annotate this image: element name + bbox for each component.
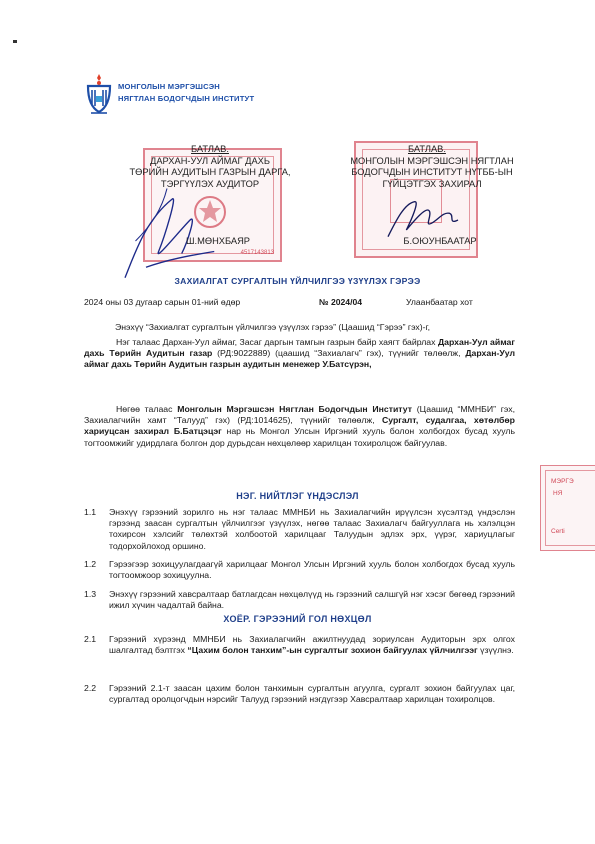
intro-paragraph-3	[84, 404, 515, 449]
item-1-2-number: 1.2	[84, 559, 97, 569]
left-approval-line2: ТӨРИЙН АУДИТЫН ГАЗРЫН ДАРГА,	[129, 167, 291, 177]
right-signatory-name: Б.ОЮУНБААТАР	[403, 236, 477, 246]
right-approval-line2: БОДОГЧДЫН ИНСТИТУТ НҮТББ-ЫН	[351, 167, 513, 177]
contract-date: 2024 оны 03 дугаар сарын 01-ний өдөр	[84, 297, 241, 307]
intro-p3-text-a: Нөгөө талаас	[116, 404, 178, 414]
side-stamp-line1: МЭРГЭ	[551, 478, 574, 485]
item-1-1-number: 1.1	[84, 507, 97, 517]
intro-p3-text-e: нар нь Монгол Улсын Иргэний хууль болон холбогдох бусад хууль тогтоомжийг удирдлага болгон дор дурьдсан нөхцөлөөр харилцан тохиролцож байгуулав.	[84, 426, 515, 448]
right-approval-label: БАТЛАВ.	[408, 144, 446, 154]
section2-heading: ХОЁР. ГЭРЭЭНИЙ ГОЛ НӨХЦӨЛ	[223, 614, 372, 624]
institute-name-line2: НЯГТЛАН БОДОГЧДЫН ИНСТИТУТ	[118, 94, 255, 103]
item-2-1-service: “Цахим болон танхим”-ын сургалтыг зохион байгуулах үйлчилгээг	[187, 645, 478, 656]
item-2-2-text: Гэрээний 2.1-т заасан цахим болон танхимын сургалтын агуулга, сургалт зохион байгуулах цаг, сургалтад оролцогчдын нэрсийг Талууд гэрээний нэгдүгээр Хавсралтаар харилцан тохиролцов.	[109, 683, 515, 705]
scan-mark	[13, 40, 17, 43]
contract-place: Улаанбаатар хот	[406, 297, 473, 307]
item-1-2-text: Гэрээгээр зохицуулагдаагүй харилцааг Монгол Улсын Иргэний хууль болон холбогдох бусад хууль тогтоомжоор зохицуулна.	[109, 559, 515, 581]
side-stamp-line2: НЯ	[553, 490, 563, 497]
intro-p2-client-name: Дархан-Уул аймаг дахь Төрийн Аудитын газар	[84, 337, 515, 359]
contract-number: № 2024/04	[319, 297, 363, 307]
section1-heading: НЭГ. НИЙТЛЭГ ҮНДЭСЛЭЛ	[236, 491, 359, 501]
left-approval-block	[90, 144, 330, 190]
institute-name	[118, 81, 254, 105]
side-stamp-fragment	[540, 465, 595, 551]
item-2-2-number: 2.2	[84, 683, 97, 693]
item-2-1-text-a: Гэрээний хүрээнд ММНБИ нь Захиалагчийн ажилтнуудад зориулсан Аудиторын эрх олгох шалгалтад бэлтгэх	[109, 634, 515, 656]
right-approval-line3: ГҮЙЦЭТГЭХ ЗАХИРАЛ	[382, 178, 482, 189]
item-2-1-number: 2.1	[84, 634, 97, 644]
intro-p2-representative: Дархан-Уул аймаг дахь Төрийн Аудитын газрын аудитын менежер У.Батсүрэн,	[84, 348, 515, 370]
left-approval-label: БАТЛАВ.	[191, 144, 229, 154]
right-approval-line1: МОНГОЛЫН МЭРГЭШСЭН НЯГТЛАН	[350, 155, 514, 166]
left-signature	[112, 178, 222, 283]
item-1-3-number: 1.3	[84, 589, 97, 599]
left-approval-line3: ТЭРГҮҮЛЭХ АУДИТОР	[160, 178, 260, 189]
intro-p2-text-c: (РД:9022889) (цаашид “Захиалагч” гэх), түүнийг төлөөлж,	[212, 348, 466, 359]
item-1-3-text: Энэхүү гэрээний хавсралтаар батлагдсан нөхцөлүүд нь гэрээний салшгүй нэг хэсэг бөгөөд гэрээний ижил хүчин чадалтай байна.	[109, 589, 515, 611]
intro-p3-institute-name: Монголын Мэргэшсэн Нягтлан Бодогчдын Институт	[177, 404, 412, 414]
contract-title: ЗАХИАЛГАТ СУРГАЛТЫН ҮЙЛЧИЛГЭЭ ҮЗҮҮЛЭХ ГЭРЭЭ	[174, 276, 421, 286]
side-stamp-line3: Certi	[551, 528, 565, 535]
intro-paragraph-2	[84, 337, 515, 371]
left-approval-line1: ДАРХАН-УУЛ АЙМАГ ДАХЬ	[150, 155, 270, 166]
right-approval-block	[312, 144, 552, 190]
left-signatory-name: Ш.МӨНХБАЯР	[185, 236, 250, 246]
intro-p3-representative: Сургалт, судалгаа, хөтөлбөр хариуцсан захирал Б.Батцэцэг	[84, 415, 515, 437]
intro-p3-text-c: (Цаашид “ММНБИ” гэх, Захиалагчийн хамт “Талууд” гэх) (РД:1014625), түүнийг төлөөлж,	[84, 404, 515, 426]
item-2-1-text	[109, 634, 515, 656]
institute-name-line1: МОНГОЛЫН МЭРГЭШСЭН	[118, 82, 220, 91]
item-2-1-text-c: үзүүлнэ.	[477, 645, 514, 656]
intro-p2-text-a: Нэг талаас Дархан-Уул аймаг, Засаг даргын тамгын газрын байр хаягт байрлах	[116, 337, 438, 347]
intro-paragraph-1: Энэхүү “Захиалгат сургалтын үйлчилгээ үзүүлэх гэрээ” (Цаашид “Гэрээ” гэх)-г,	[115, 322, 431, 332]
institute-logo-icon	[84, 72, 114, 116]
stamp-number: 4517143813	[240, 250, 274, 256]
item-1-1-text: Энэхүү гэрээний зорилго нь нэг талаас ММНБИ нь Захиалагчийн ирүүлсэн хүсэлтэд үндэслэн гэрээнд заасан сургалтын үйлчилгээг үзүүлэх, нөгөө талаас Захиалагч байгууллага нь хэлэлцэн тохирсон хэлсийг төлөхтэй холбоотой харилцааг Талуудын эдлэх эрх, үүрэг, хариуцлагыг тодорхойлоход оршино.	[109, 507, 515, 551]
